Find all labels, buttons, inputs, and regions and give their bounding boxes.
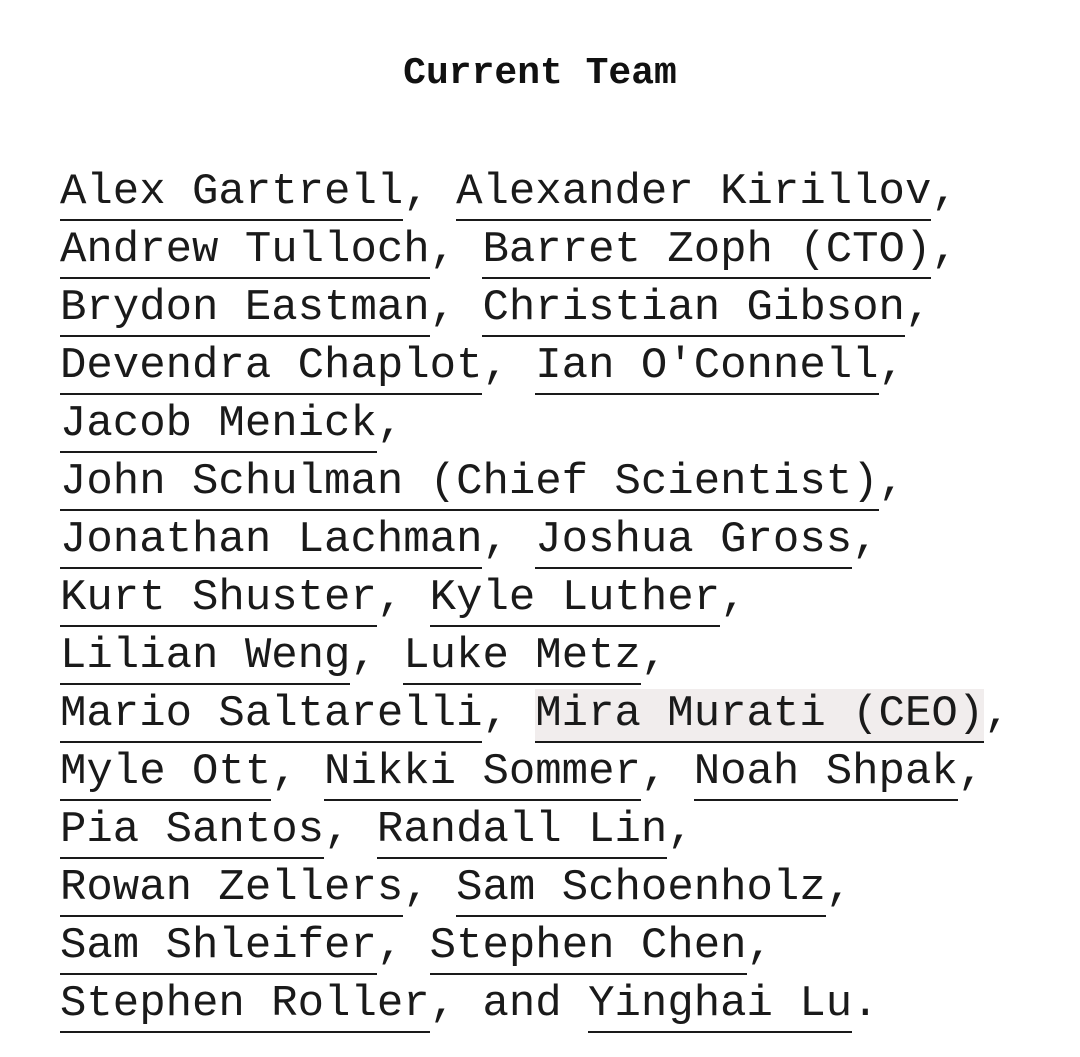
separator: ,: [376, 921, 430, 971]
team-member-link[interactable]: Mario Saltarelli: [60, 689, 482, 743]
team-member-link[interactable]: Devendra Chaplot: [60, 341, 482, 395]
team-member-link[interactable]: John Schulman (Chief Scientist): [60, 457, 879, 511]
team-member-link[interactable]: Sam Shleifer: [60, 921, 377, 975]
team-member-link[interactable]: Mira Murati (CEO): [535, 689, 984, 743]
separator: ,: [482, 341, 536, 391]
team-line: [60, 862, 1060, 920]
team-member-link[interactable]: Noah Shpak: [694, 747, 958, 801]
separator: ,: [271, 747, 325, 797]
separator: , and: [429, 979, 589, 1029]
separator: ,: [429, 225, 483, 275]
separator: ,: [931, 167, 958, 217]
team-member-link[interactable]: Pia Santos: [60, 805, 324, 859]
team-member-link[interactable]: Randall Lin: [377, 805, 667, 859]
team-list: [60, 166, 1060, 1036]
separator: ,: [640, 747, 694, 797]
team-member-link[interactable]: Alexander Kirillov: [456, 167, 931, 221]
separator: ,: [429, 283, 483, 333]
separator: ,: [376, 399, 404, 449]
separator: ,: [324, 805, 377, 855]
team-member-link[interactable]: Lilian Weng: [60, 631, 350, 685]
team-line: [60, 514, 1060, 572]
team-member-link[interactable]: Stephen Roller: [60, 979, 430, 1033]
team-line: [60, 166, 1060, 224]
team-member-link[interactable]: Alex Gartrell: [60, 167, 403, 221]
team-member-link[interactable]: Jonathan Lachman: [60, 515, 482, 569]
team-member-link[interactable]: Stephen Chen: [430, 921, 747, 975]
separator: ,: [376, 573, 430, 623]
team-member-link[interactable]: Andrew Tulloch: [60, 225, 430, 279]
separator: ,: [746, 921, 773, 971]
separator: ,: [957, 747, 985, 797]
separator: ,: [984, 689, 1011, 739]
team-line: [60, 572, 1060, 630]
team-line: [60, 688, 1060, 746]
separator: ,: [825, 863, 853, 913]
separator: ,: [403, 863, 457, 913]
team-line: [60, 978, 1060, 1036]
team-line: [60, 746, 1060, 804]
separator: ,: [878, 341, 905, 391]
team-member-link[interactable]: Sam Schoenholz: [456, 863, 826, 917]
team-member-link[interactable]: Joshua Gross: [535, 515, 852, 569]
separator: ,: [852, 515, 879, 565]
team-line: [60, 630, 1060, 688]
team-member-link[interactable]: Ian O'Connell: [535, 341, 878, 395]
separator: .: [852, 979, 879, 1029]
separator: ,: [482, 689, 536, 739]
page-title: Current Team: [403, 52, 677, 95]
separator: ,: [482, 515, 536, 565]
team-member-link[interactable]: Myle Ott: [60, 747, 271, 801]
separator: ,: [350, 631, 404, 681]
team-member-link[interactable]: Brydon Eastman: [60, 283, 430, 337]
team-member-link[interactable]: Barret Zoph (CTO): [482, 225, 931, 279]
team-member-link[interactable]: Nikki Sommer: [324, 747, 641, 801]
separator: ,: [904, 283, 932, 333]
team-member-link[interactable]: Kyle Luther: [430, 573, 720, 627]
team-member-link[interactable]: Christian Gibson: [482, 283, 904, 337]
separator: ,: [878, 457, 905, 507]
team-line: [60, 224, 1060, 282]
team-member-link[interactable]: Jacob Menick: [60, 399, 377, 453]
team-line: [60, 920, 1060, 978]
team-line: [60, 804, 1060, 862]
team-line: [60, 456, 1060, 514]
separator: ,: [931, 225, 958, 275]
team-line: [60, 282, 1060, 340]
team-member-link[interactable]: Yinghai Lu: [588, 979, 852, 1033]
separator: ,: [403, 167, 457, 217]
team-member-link[interactable]: Rowan Zellers: [60, 863, 403, 917]
team-line: [60, 398, 1060, 456]
separator: ,: [720, 573, 747, 623]
team-member-link[interactable]: Kurt Shuster: [60, 573, 377, 627]
team-line: [60, 340, 1060, 398]
separator: ,: [640, 631, 668, 681]
separator: ,: [667, 805, 694, 855]
team-member-link[interactable]: Luke Metz: [403, 631, 641, 685]
